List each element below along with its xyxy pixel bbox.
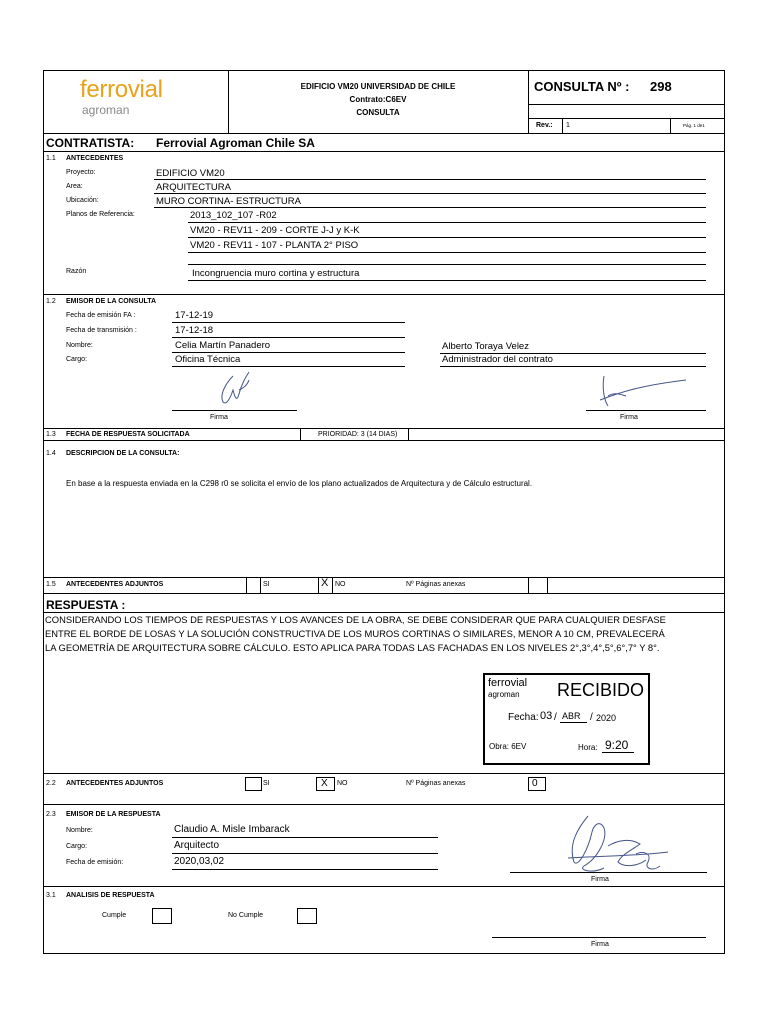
s23-fecha-value: 2020,03,02 [174,856,225,867]
s31-num: 3.1 [46,892,56,899]
razon-underline [188,280,706,281]
cumple-label: Cumple [102,912,127,919]
respuesta-line-2: ENTRE EL BORDE DE LOSAS Y LA SOLUCIÓN CONSTRUCTIVA DE LOS MUROS CORTINAS O SIMILARES, MENOR A 10 CM, PREVALECERÁ [45,628,665,639]
stamp-month-underline [560,722,587,723]
cargo-value: Oficina Técnica [175,354,241,365]
fecha-emision-label: Fecha de emisión FA : [66,312,136,319]
respuesta-bottom-line [43,773,725,774]
firma2-label: Firma [620,414,638,421]
s15-si: SI [263,581,270,588]
header-bottom-line [43,133,725,134]
rev-label: Rev.: [536,122,553,129]
signature-alberto [596,370,691,412]
firma1-label: Firma [210,414,228,421]
stamp-sub: agroman [488,690,520,699]
planos-label: Planos de Referencia: [66,211,135,218]
razon-value: Incongruencia muro cortina y estructura [192,268,360,279]
s13-divider-b [408,428,409,440]
s23-fecha-underline [172,869,438,870]
fecha-emision-underline [172,322,405,323]
cargo-label: Cargo: [66,356,88,363]
area-value: ARQUITECTURA [156,182,231,193]
stamp-fecha-label: Fecha: [508,712,539,723]
s22-si-checkbox[interactable] [245,777,262,791]
s22-title: ANTECEDENTES ADJUNTOS [66,780,164,787]
stamp-obra: Obra: 6EV [489,742,527,751]
respuesta-title: RESPUESTA : [46,598,126,612]
s15-div-4 [332,577,333,593]
s12-bottom-line [43,428,725,429]
respuesta-line-3: LA GEOMETRÍA DE ARQUITECTURA SOBRE CÁLCULO. ESTO APLICA PARA TODAS LAS FACHADAS EN LOS NIVELES 2°,3°,4°,5°,6°,7° Y 8°. [45,642,660,653]
stamp-hora-label: Hora: [578,743,598,752]
s14-title: DESCRIPCION DE LA CONSULTA: [66,450,180,457]
s15-div-2 [260,577,261,593]
s22-paginas-value: 0 [532,778,538,789]
s23-nombre-value: Claudio A. Misle Imbarack [174,824,290,835]
s23-num: 2.3 [46,811,56,818]
s13-bottom-line [43,440,725,441]
plano-3-underline [188,252,706,253]
s22-no-mark: X [321,778,328,789]
fecha-emision-value: 17-12-19 [175,310,214,321]
no-cumple-label: No Cumple [228,912,264,919]
ubicacion-underline [154,207,706,208]
s15-paginas: Nº Páginas anexas [406,581,466,588]
proyecto-underline [154,179,706,180]
s15-div-5 [528,577,529,593]
stamp-sep1: / [554,712,557,723]
nombre-underline [172,352,405,353]
stamp-year: 2020 [596,713,617,723]
plano-2-underline [188,237,706,238]
fecha-trans-underline [172,337,405,338]
plano-ref-1: 2013_102_107 -R02 [190,210,277,221]
ubicacion-value: MURO CORTINA- ESTRUCTURA [156,196,301,207]
plano-ref-3: VM20 - REV11 - 107 - PLANTA 2° PISO [190,240,359,251]
s23-fecha-label: Fecha de emisión: [66,859,124,866]
prioridad: PRIORIDAD: 3 (14 DIAS) [318,431,398,438]
s23-cargo-underline [172,853,438,854]
fecha-trans-label: Fecha de transmisión : [66,327,137,334]
cargo2-value: Administrador del contrato [442,354,553,365]
stamp-hora: 9:20 [605,738,629,752]
s22-no: NO [337,780,348,787]
contratista-label: CONTRATISTA: [46,136,135,150]
s22-bottom-line [43,804,725,805]
s31-firma-line [492,937,706,938]
s23-cargo-value: Arquitecto [174,840,220,851]
header-inner-line [528,104,725,105]
firma1-line [172,410,297,411]
area-underline [154,193,706,194]
s15-div-1 [246,577,247,593]
logo-sub: agroman [82,103,130,117]
s12-title: EMISOR DE LA CONSULTA [66,298,157,305]
nombre-value: Celia Martín Panadero [175,340,271,351]
signature-claudio [548,810,678,885]
s31-firma-label: Firma [591,941,609,948]
plano-4-underline [188,264,706,265]
s15-div-6 [547,577,548,593]
s23-bottom-line [43,886,725,887]
fecha-trans-value: 17-12-18 [175,325,214,336]
header-doc-type: CONSULTA [356,108,400,117]
header-divider-2 [528,70,529,133]
s14-description: En base a la respuesta enviada en la C298 r0 se solicita el envío de los plano actualizados de Arquitectura y de Cálculo estructural. [66,479,533,488]
pag-divider [670,118,671,133]
s22-si: SI [263,780,270,787]
s14-num: 1.4 [46,450,56,457]
s22-num: 2.2 [46,780,56,787]
s15-no: NO [335,581,346,588]
cargo2-underline [440,366,706,367]
signature-celia [205,368,265,410]
no-cumple-checkbox[interactable] [297,908,317,924]
s13-title: FECHA DE RESPUESTA SOLICITADA [66,431,190,438]
ubicacion-label: Ubicación: [66,197,99,204]
stamp-title: RECIBIDO [557,680,645,700]
stamp-month: ABR [562,711,581,721]
proyecto-label: Proyecto: [66,169,96,176]
s11-bottom-line [43,294,725,295]
header-title: EDIFICIO VM20 UNIVERSIDAD DE CHILE [300,82,456,91]
s15-no-mark: X [321,577,329,589]
contratista-value: Ferrovial Agroman Chile SA [156,136,315,150]
s23-cargo-label: Cargo: [66,843,88,850]
s15-title: ANTECEDENTES ADJUNTOS [66,581,164,588]
s13-num: 1.3 [46,431,56,438]
header-contract: Contrato:C6EV [349,95,407,104]
plano-ref-2: VM20 - REV11 - 209 - CORTE J-J y K-K [190,225,360,236]
s14-bottom-line [43,577,725,578]
s23-nombre-label: Nombre: [66,827,93,834]
stamp-hora-underline [602,752,634,753]
rev-value: 1 [566,122,570,129]
header-rev-line [528,118,725,119]
respuesta-line-1: CONSIDERANDO LOS TIEMPOS DE RESPUESTAS Y LOS AVANCES DE LA OBRA, SE DEBE CONSIDERAR QUE PARA CUALQUIER DESFASE [45,614,666,625]
nombre-label: Nombre: [66,342,93,349]
cumple-checkbox[interactable] [152,908,172,924]
s23-nombre-underline [172,837,438,838]
page-number: Pág. 1 de1 [683,123,705,128]
plano-1-underline [188,222,706,223]
consulta-number: 298 [650,79,672,94]
cargo-underline [172,366,405,367]
s31-title: ANALISIS DE RESPUESTA [66,892,155,899]
rev-divider [562,118,563,133]
s23-firma-label: Firma [591,876,609,883]
s15-div-3 [318,577,319,593]
logo-brand: ferrovial [80,76,163,103]
s13-divider-a [300,428,301,440]
respuesta-title-line [43,612,725,613]
s12-num: 1.2 [46,298,56,305]
s11-num: 1.1 [46,155,56,162]
nombre2-value: Alberto Toraya Velez [442,341,529,352]
area-label: Area: [66,183,83,190]
razon-label: Razón [66,268,87,275]
consulta-label: CONSULTA Nº : [534,79,630,94]
s23-title: EMISOR DE LA RESPUESTA [66,811,161,818]
contratista-line [43,151,725,152]
firma2-line [586,410,706,411]
stamp-brand: ferrovial [488,677,528,689]
stamp-sep2: / [590,712,593,723]
s15-num: 1.5 [46,581,56,588]
s22-paginas: Nº Páginas anexas [406,780,466,787]
stamp-day: 03 [540,710,553,722]
proyecto-value: EDIFICIO VM20 [156,168,225,179]
s23-firma-line [510,872,707,873]
s15-bottom-line [43,593,725,594]
s11-title: ANTECEDENTES [66,155,124,162]
